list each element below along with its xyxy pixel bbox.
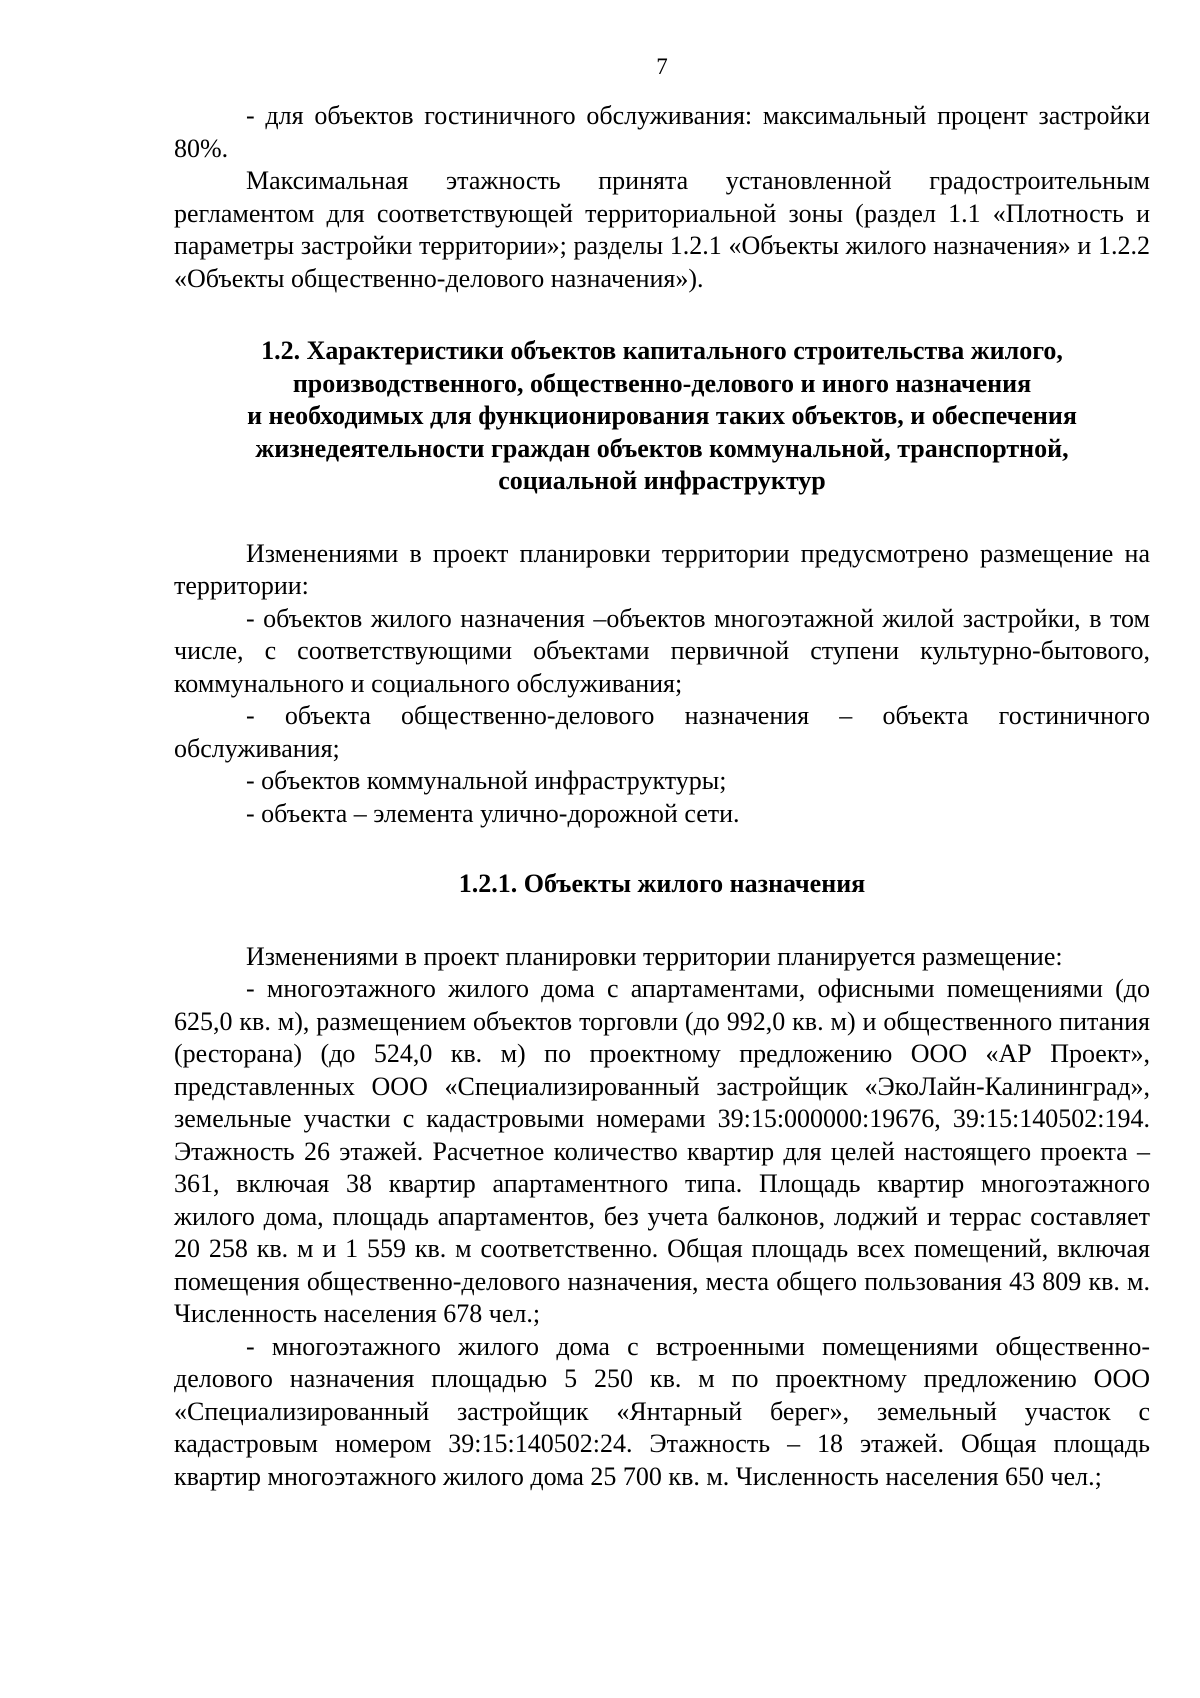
section-heading-line: производственного, общественно-делового и иного назначения (292, 368, 1032, 398)
section-heading-line: 1.2. Характеристики объектов капитального строительства жилого, (261, 336, 1063, 365)
list-item-public-business: - объекта общественно-делового назначения – объекта гостиничного обслуживания; (174, 701, 1150, 763)
paragraph-hotel-density: - для объектов гостиничного обслуживания: максимальный процент застройки 80%. (174, 101, 1150, 163)
list-item-road-network: - объекта – элемента улично-дорожной сети. (246, 798, 740, 828)
section-heading-line: жизнедеятельности граждан объектов коммунальной, транспортной, (255, 433, 1069, 463)
list-item-building-ecoline: - многоэтажного жилого дома с апартаментами, офисными помещениями (до 625,0 кв. м), размещением объектов торговли (до 992,0 кв. м) и общественного питания (ресторана) (до 524,0 кв. м) по проектному предложению ООО «АР Проект», представленных ООО «Специализированный застройщик «ЭкоЛайн-Калининград», земельные участки с кадастровыми номерами 39:15:000000:19676, 39:15:140502:194. Этажность 26 этажей. Расчетное количество квартир для целей настоящего проекта – 361, включая 38 квартир апартаментного типа. Площадь квартир многоэтажного жилого дома, площадь апартаментов, без учета балконов, лоджий и террас составляет 20 258 кв. м и 1 559 кв. м соответственно. Общая площадь всех помещений, включая помещения общественно-делового назначения, места общего пользования 43 809 кв. м. Численность населения 678 чел.; (174, 974, 1150, 1328)
paragraph-planned-placement-residential: Изменениями в проект планировки территории планируется размещение: (246, 941, 1063, 971)
list-item-building-yantarny: - многоэтажного жилого дома с встроенными помещениями общественно-делового назначения площадью 5 250 кв. м по проектному предложению ООО «Специализированный застройщик «Янтарный берег», земельный участок с кадастровым номером 39:15:140502:24. Этажность – 18 этажей. Общая площадь квартир многоэтажного жилого дома 25 700 кв. м. Численность населения 650 чел.; (174, 1331, 1150, 1491)
list-item-residential: - объектов жилого назначения –объектов многоэтажной жилой застройки, в том числе, с соответствующими объектами первичной ступени культурно-бытового, коммунального и социального обслуживания; (174, 603, 1150, 698)
paragraph-max-floors: Максимальная этажность принята установленной градостроительным регламентом для соответствующей территориальной зоны (раздел 1.1 «Плотность и параметры застройки территории»; разделы 1.2.1 «Объекты жилого назначения» и 1.2.2 «Объекты общественно-делового назначения»). (174, 166, 1150, 293)
list-item-utility-infrastructure: - объектов коммунальной инфраструктуры; (246, 766, 727, 795)
section-heading-line: и необходимых для функционирования таких объектов, и обеспечения (247, 401, 1077, 430)
subsection-heading: 1.2.1. Объекты жилого назначения (458, 869, 866, 898)
section-heading-line: социальной инфраструктур (498, 466, 826, 495)
section-heading (194, 335, 1130, 498)
document-page (174, 52, 1150, 1493)
page-number: 7 (656, 54, 668, 79)
paragraph-planned-placement: Изменениями в проект планировки территории предусмотрено размещение на территории: (174, 538, 1150, 600)
